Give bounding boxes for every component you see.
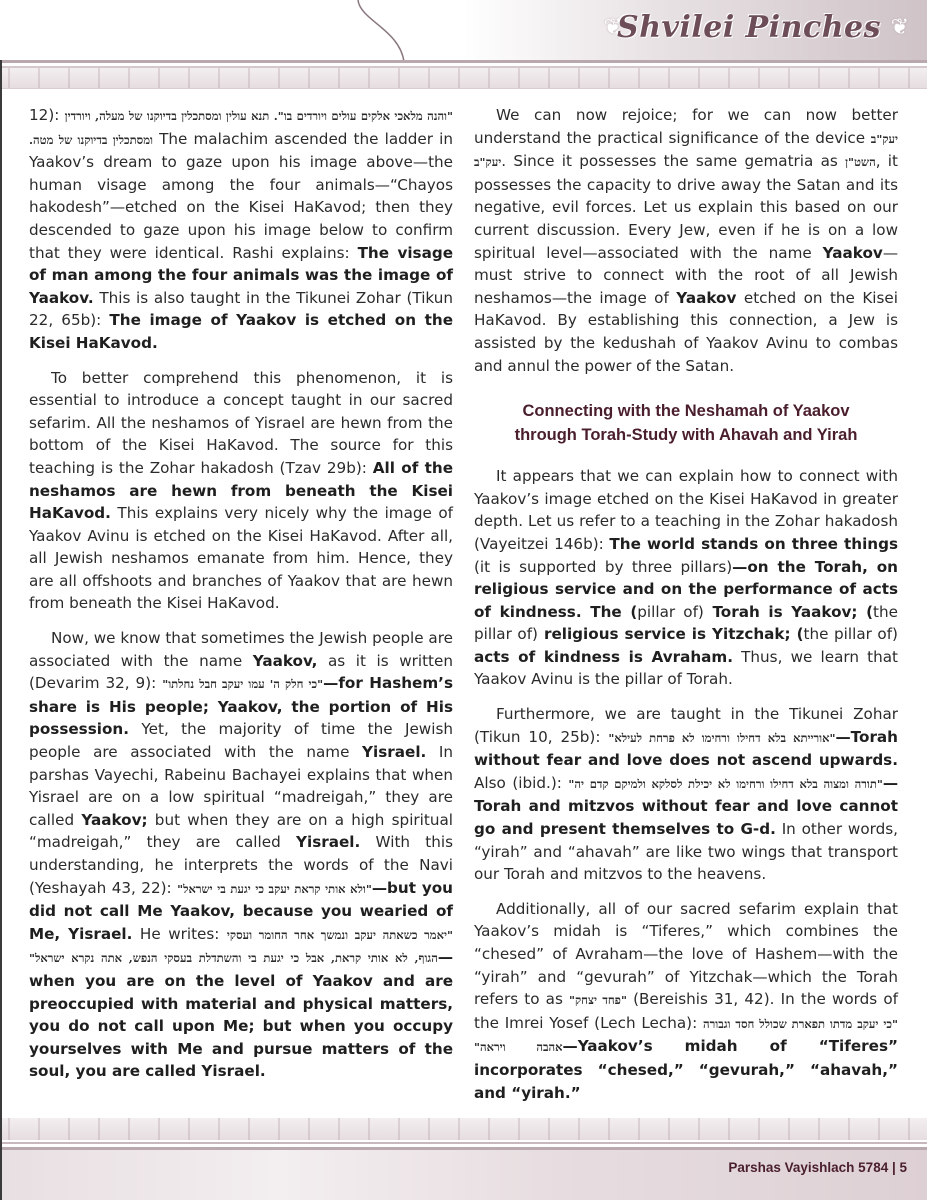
paragraph: We can now rejoice; for we can now better understand the practical significance of the device יעק"ב יעק"ב. Since it possesses the same gematria as השט"ן, it possesses the capacity to drive away the Satan and its negative, evil forces. Let us explain this based on our current discussion. Every Jew, even if he is on a low spiritual level—associated with the name Yaakov—must strive to connect with the root of all Jewish neshamos—the image of Yaakov etched on the Kisei HaKavod. By establishing this connection, a Jew is assisted by the kedushah of Yaakov Avinu to combas and annul the power of the Satan. [474,106,898,375]
header-rule [2,60,927,63]
hebrew-quote: יעק"ב יעק"ב [474,131,898,170]
hebrew-quote: "יאמר כשאתה יעקב ונמשך אחר החומר ועסקי הגוף, לא אותי קראת, אבל כי יגעת בי והשתדלת בעסקי הנפש, אתה נקרא ישראל" [29,927,453,966]
paragraph: To better comprehend this phenomenon, it is essential to introduce a concept taught in our sacred sefarim. All the neshamos of Yisrael are hewn from the bottom of the Kisei HaKavod. The source for this teaching is the Zohar hakadosh (Tzav 29b): All of the neshamos are hewn from beneath the Kisei HaKavod. This explains very nicely why the image of Yaakov Avinu is etched on the Kisei HaKavod. After all, all Jewish neshamos emanate from him. Hence, they are all offshoots and branches of Yaakov that are hewn from beneath the Kisei HaKavod. [29,368,453,613]
left-column [29,104,453,1095]
header-curve-divider [340,0,440,62]
ornament-icon: ❦ [603,15,622,40]
hebrew-quote: "ולא אותי קראת יעקב כי יגעת בי ישראל" [177,881,372,896]
footer-band [2,1150,927,1200]
ornament-icon: ❦ [890,15,909,40]
footer-rule [2,1142,927,1144]
hebrew-quote: "והנה מלאכי אלקים עולים ויורדים בו". תנא עולין ומסתכלין בדיוקנו של מעלה, ויורדין ומסתכלין בדיוקנו של מטה. [29,109,453,147]
hebrew-quote: השט"ן [845,155,876,170]
hebrew-quote: "כי יעקב מדתו תפארת שכולל חסד וגבורה אהבה ויראה" [474,1016,898,1055]
footer-decorative-border [2,1118,927,1140]
paragraph: Now, we know that sometimes the Jewish people are associated with the name Yaakov, as it is written (Devarim 32, 9): "כי חלק ה' עמו יעקב חבל נחלתו"—for Hashem’s share is His people; Yaakov, the portion of His possession. Yet, the majority of time the Jewish people are associated with the name Yisrael. In parshas Vayechi, Rabeinu Bachayei explains that when Yisrael are on a low spiritual “madreigah,” they are called Yaakov; but when they are on a high spiritual “madreigah,” they are called Yisrael. With this understanding, he interprets the words of the Navi (Yeshayah 43, 22): "ולא אותי קראת יעקב כי יגעת בי ישראל"—but you did not call Me Yaakov, because you wearied of Me, Yisrael. He writes: "יאמר כשאתה יעקב ונמשך אחר החומר ועסקי הגוף, לא אותי קראת, אבל כי יגעת בי והשתדלת בעסקי הנפש, אתה נקרא ישראל"—when you are on the level of Yaakov and are preoccupied with material and physical matters, you do not call upon Me; but when you occupy yourselves with Me and pursue matters of the soul, you are called Yisrael. [29,629,454,1081]
hebrew-quote: "תורה ומצוה בלא דחילו ורחימו לא יכילת לסלקא ולמיקם קדם יה" [568,776,883,791]
section-heading: Connecting with the Neshamah of Yaakov through Torah-Study with Ahavah and Yirah [514,402,858,445]
paragraph: Additionally, all of our sacred sefarim explain that Yaakov’s midah is “Tiferes,” which combines the “chesed” of Avraham—the love of Hashem—with the “yirah” and “gevurah” of Yitzchak—which the Torah refers to as "פחד יצחק" (Bereishis 31, 42). In the words of the Imrei Yosef (Lech Lecha): "כי יעקב מדתו תפארת שכולל חסד וגבורה אהבה ויראה"—Yaakov’s midah of “Tiferes” incorporates “chesed,” “gevurah,” “ahavah,” and “yirah.” [474,899,898,1102]
paragraph: It appears that we can explain how to connect with Yaakov’s image etched on the Kisei HaKavod in greater depth. Let us refer to a teaching in the Zohar hakadosh (Vayeitzei 146b): The world stands on three things (it is supported by three pillars)—on the Torah, on religious service and on the performance of acts of kindness. The (pillar of) Torah is Yaakov; (the pillar of) religious service is Yitzchak; (the pillar of) acts of kindness is Avraham. Thus, we learn that Yaakov Avinu is the pillar of Torah. [474,467,899,689]
page-left-edge [0,0,2,1200]
paragraph: 12): "והנה מלאכי אלקים עולים ויורדים בו". תנא עולין ומסתכלין בדיוקנו של מעלה, ויורדין ומסתכלין בדיוקנו של מטה. The malachim ascended the ladder in Yaakov’s dream to gaze upon his image above—the human visage among the four animals—“Chayos hakodesh”—etched on the Kisei HaKavod; then they descended to gaze upon his image below to confirm that they were identical. Rashi explains: The visage of man among the four animals was the image of Yaakov. This is also taught in the Tikunei Zohar (Tikun 22, 65b): The image of Yaakov is etched on the Kisei HaKavod. [29,106,454,352]
hebrew-quote: "כי חלק ה' עמו יעקב חבל נחלתו" [162,677,324,692]
hebrew-quote: "פחד יצחק" [569,993,627,1008]
right-column [474,104,898,1116]
hebrew-quote: "אורייתא בלא דחילו ורחימו לא פרחת לעילא" [608,730,836,745]
header-decorative-border [2,68,927,89]
publication-title: Shvilei Pinches [617,10,881,45]
page-number-label: Parshas Vayishlach 5784 | 5 [728,1160,907,1175]
paragraph: Furthermore, we are taught in the Tikunei Zohar (Tikun 10, 25b): "אורייתא בלא דחילו ורחימו לא פרחת לעילא"—Torah without fear and love does not ascend upwards. Also (ibid.): "תורה ומצוה בלא דחילו ורחימו לא יכילת לסלקא ולמיקם קדם יה"—Torah and mitzvos without fear and love cannot go and present themselves to G-d. In other words, “yirah” and “ahavah” are like two wings that transport our Torah and mitzvos to the heavens. [474,705,899,884]
page-header [0,0,927,96]
page-footer [0,1118,927,1200]
